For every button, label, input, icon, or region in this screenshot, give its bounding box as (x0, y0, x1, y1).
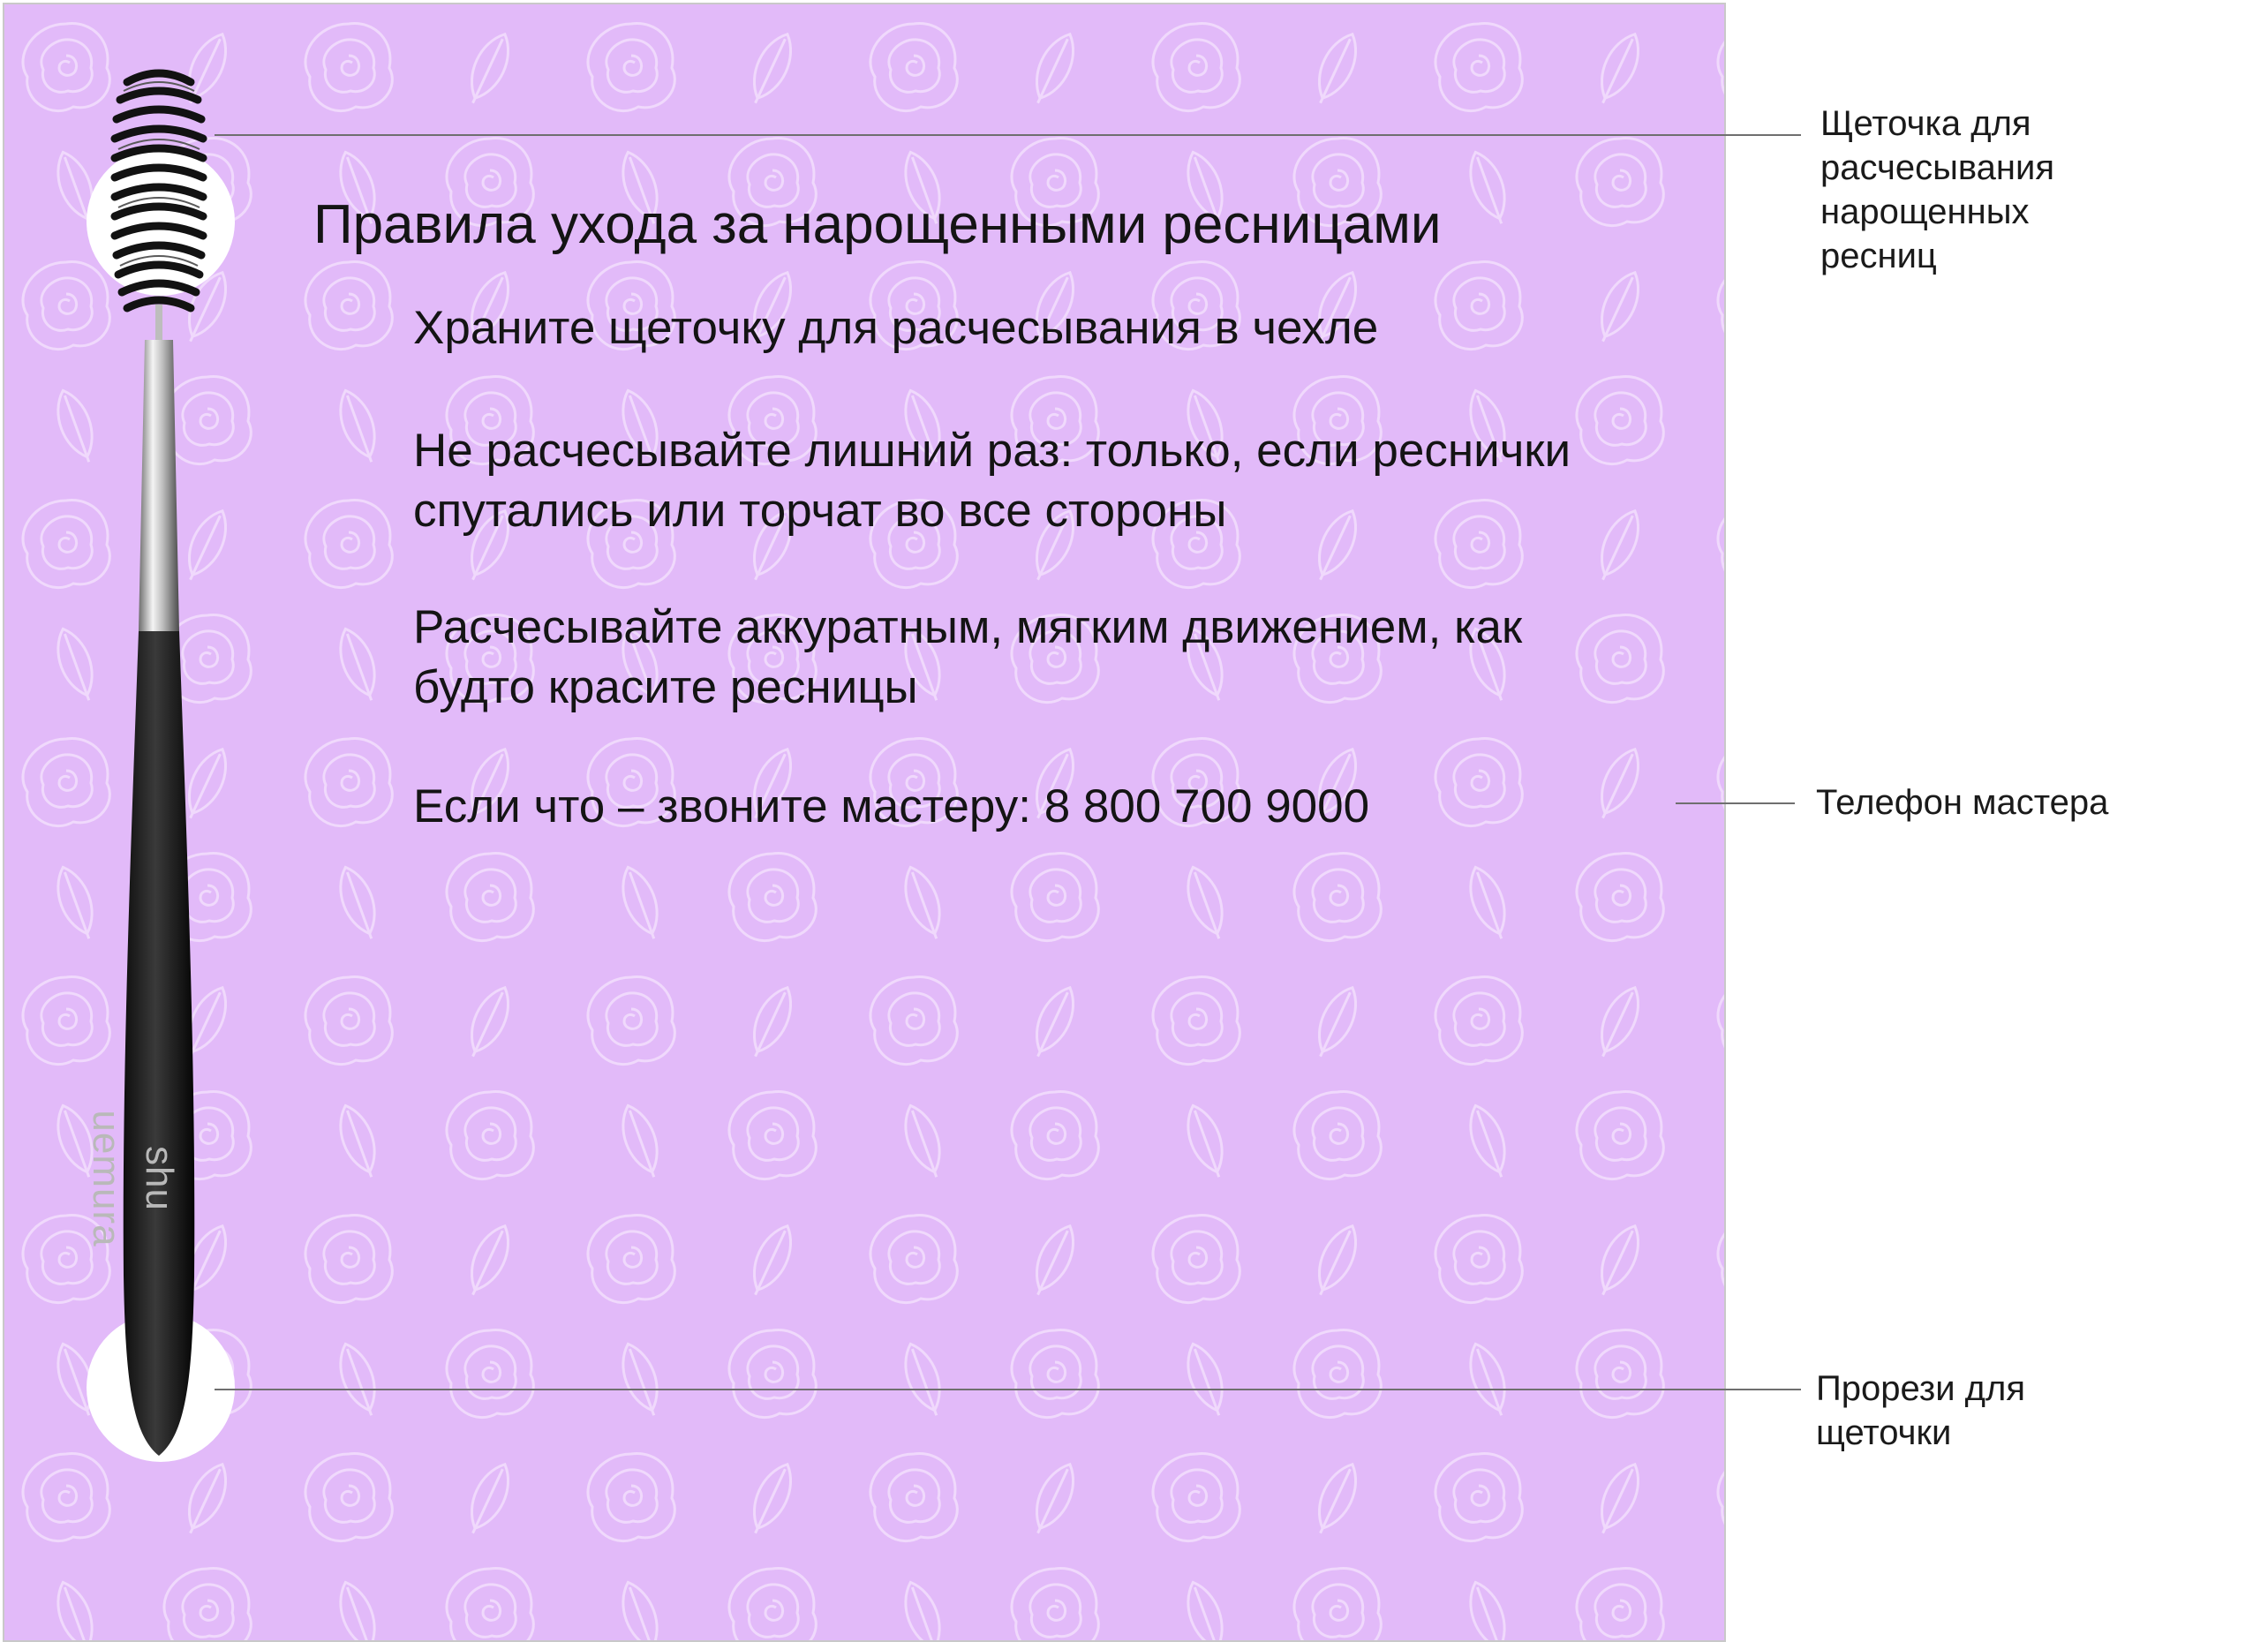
phone-leader-line (1676, 802, 1795, 804)
brush-brand-label: shu uemura (85, 1110, 181, 1247)
slots-callout: Прорези для щеточки (1816, 1369, 2025, 1452)
brush-callout: Щеточка для расчесывания нарощенных ресниц (1820, 104, 2055, 275)
rule-call-master: Если что – звоните мастеру: 8 800 700 9000 (413, 780, 1370, 832)
card (3, 3, 1726, 1642)
phone-callout: Телефон мастера (1816, 783, 2109, 822)
card-title: Правила ухода за нарощенными ресницами (313, 194, 1442, 255)
rule-brush-only-when-needed: Не расчесывайте лишний раз: только, если реснички спутались или торчат во все стороны (413, 425, 1571, 537)
rule-store-brush: Храните щеточку для расчесывания в чехле (413, 302, 1379, 354)
mascara-spoolie-brush-image (85, 57, 230, 1470)
brush-leader-line (215, 134, 1801, 136)
rule-brush-gently: Расчесывайте аккуратным, мягким движением, как будто красите ресницы (413, 601, 1523, 713)
slots-leader-line (215, 1389, 1801, 1390)
